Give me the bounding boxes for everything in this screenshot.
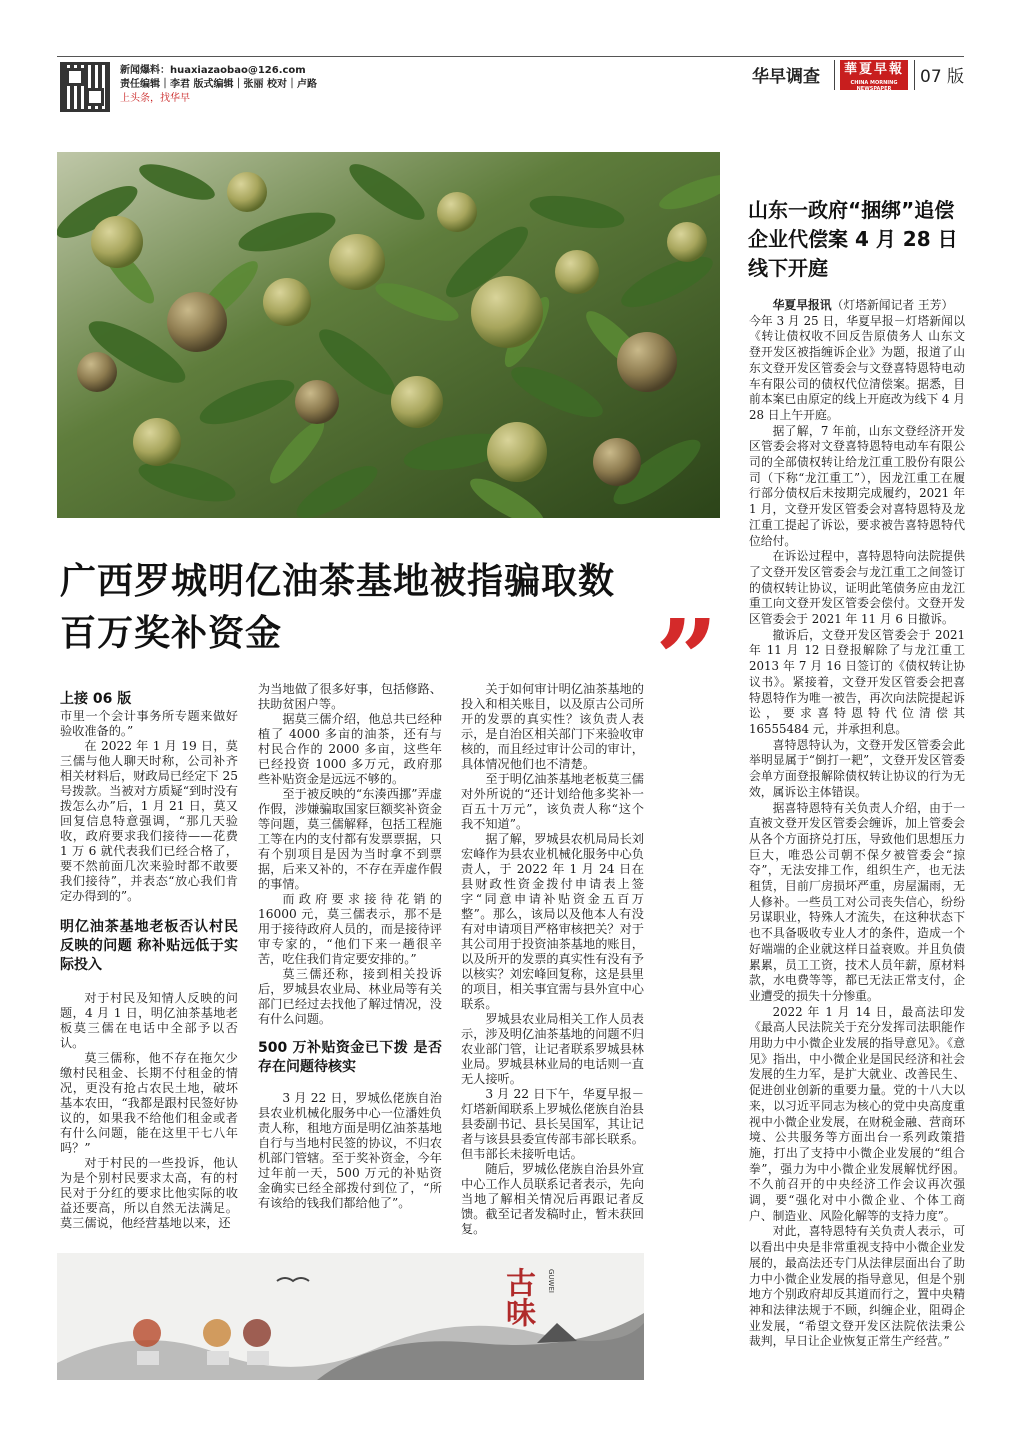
camellia-fruit-photo [57, 152, 720, 518]
paragraph: 据了解，罗城县农机局局长刘宏峰作为县农业机械化服务中心负责人，于 2022 年 1 月 24 日在县财政性资金拨付申请表上签字“同意申请补贴资金五百万整”。那么，该局以及他本人有没有对申请项目严格审核把关？对于其公司用于投资油茶基地的账目，以及所开的发票的真实性有没有予以核实？刘宏峰回复称，这是县里的项目，相关事宜需与县外宣中心联系。 [461, 832, 644, 1011]
byline-paragraph [749, 298, 965, 314]
paragraph: 罗城县农业局相关工作人员表示，涉及明亿油茶基地的问题不归农业部门管，让记者联系罗城县林业局。罗城县林业局的电话则一直无人接听。 [461, 1012, 644, 1086]
byline-reporter: （灯塔新闻记者 王芳） [831, 298, 954, 312]
paragraph: 在 2022 年 1 月 19 日，莫三儒与他人聊天时称，公司补齐相关材料后，财政局已经定下 25 号拨款。当被对方质疑“到时没有拨怎么办”后，1 月 21 日，莫又回复信息特意强调，“那几天验收，政府要求我们接待——花费 1 万 6 就代表我们已经合格了，要不然前面几次来验时都不敢要我们接待”，并表态“放心我们肯定办得到的”。 [60, 739, 238, 903]
paragraph: 至于明亿油茶基地老板莫三儒对外所说的“还计划给他多奖补一百五十万元”，该负责人称“这个我不知道”。 [461, 772, 644, 831]
paragraph: 对此，喜特恩特有关负责人表示，可以看出中央是非常重视支持中小微企业发展的，最高法还专门从法律层面出台了助力中小微企业发展的指导意见，但是个别地方个别政府却反其道而行之，置中央精神和法律法规于不顾，纠缠企业，阻碍企业发展，“希望文登开发区法院依法秉公裁判，早日让企业恢复正常生产经营。” [749, 1224, 965, 1349]
subheading: 500 万补贴资金已下拨 是否存在问题待核实 [258, 1040, 442, 1075]
divider [834, 60, 835, 90]
advertisement-banner[interactable] [57, 1253, 644, 1380]
paragraph: 今年 3 月 25 日，华夏早报－灯塔新闻以《转让债权收不回反告原债务人 山东文登开发区被指缠诉企业》为题，报道了山东文登开发区管委会与文登喜特恩特电动车有限公司的债权代位清偿案。据悉，目前本案已由原定的线上开庭改为线下 4 月 28 日上午开庭。 [749, 313, 965, 422]
continued-from: 上接 06 版 [60, 691, 132, 707]
subheading: 明亿油茶基地老板否认村民反映的问题 称补贴远低于实际投入 [60, 919, 238, 973]
camellia-fruit-illustration [57, 152, 720, 518]
ad-tagline: GUWEI [547, 1269, 555, 1293]
paragraph: 对于村民及知情人反映的问题，4 月 1 日，明亿油茶基地老板莫三儒在电话中全部予以否认。 [60, 991, 238, 1050]
divider [914, 60, 915, 90]
side-article-column [749, 298, 965, 1350]
header-rule [57, 56, 964, 57]
paragraph: 市里一个会计事务所专题来做好验收准备的。” [60, 709, 238, 738]
paragraph: 据莫三儒介绍，他总共已经种植了 4000 多亩的油茶，还有与村民合作的 2000 多亩，这些年已经投资 1000 多万元，政府那些补贴资金是远远不够的。 [258, 712, 442, 786]
article-column-3 [461, 682, 644, 1237]
paragraph: 莫三儒称，他不存在拖欠少缴村民租金、长期不付租金的情况，更没有抢占农民土地，破坏基本农田，“我都是跟村民签好协议的，如果我不给他们租金或者有什么问题，能在这里干七八年吗？” [60, 1051, 238, 1155]
paragraph: 为当地做了很多好事，包括修路、扶助贫困户等。 [258, 682, 442, 711]
paragraph: 在诉讼过程中，喜特恩特向法院提供了文登开发区管委会与龙江重工之间签订的债权转让协议，证明此笔债务应由龙江重工向文登开发区管委会偿付。文登开发区管委会于 2021 年 11 月 6 日撤诉。 [749, 549, 965, 627]
article-column-1 [60, 690, 238, 1231]
paragraph: 3 月 22 日，罗城仫佬族自治县农业机械化服务中心一位潘姓负责人称，租地方面是明亿油茶基地自行与当地村民签的协议，不归农机部门管辖。至于奖补资金，今年过年前一天，500 万元的补贴资金确实已经全部拨付到位了，“所有该给的钱我们都给他了”。 [258, 1091, 442, 1210]
qr-code[interactable] [60, 62, 110, 112]
paragraph: 撤诉后，文登开发区管委会于 2021 年 11 月 12 日登报解除了与龙江重工 2013 年 7 月 16 日签订的《债权转让协议书》。紧接着，文登开发区管委会把喜特恩特作为唯一被告，再次向法院提起诉讼，要求喜特恩特代位清偿其 16555484 元，并承担利息。 [749, 627, 965, 736]
paragraph: 喜特恩特认为，文登开发区管委会此举明显属于“倒打一耙”，文登开发区管委会单方面登报解除债权转让协议的行为无效，属诉讼主体错误。 [749, 737, 965, 799]
masthead-meta [120, 64, 317, 106]
quote-mark-decoration: ” [655, 595, 719, 724]
paragraph: 据喜特恩特有关负责人介绍，由于一直被文登开发区管委会缠诉，加上管委会从各个方面挤兑打压，导致他们思想压力巨大，唯恐公司朝不保夕被管委会“掠夺”，无法安排工作，组织生产，也无法租赁，目前厂房损坏严重，房屋漏雨，无人修补。一些员工对公司丧失信心，纷纷另谋职业，特殊人才流失，在这种状态下也不具备吸收专业人才的条件，造成一个好端端的企业就这样日益衰败。并且负债累累，员工工资，技术人员年薪，原材料款，水电费等等，都已无法正常支付，企业遭受的损失十分惨重。 [749, 800, 965, 1003]
page-number: 07 版 [920, 67, 965, 87]
paragraph: 至于被反映的“东湊西挪”弄虚作假，涉嫌骗取国家巨额奖补资金等问题，莫三儒解释，包括工程施工等在内的支付都有发票票据，只有个别项目是因为当时拿不到票据，后来又补的，不存在弄虚作假的事情。 [258, 787, 442, 891]
side-headline: 山东一政府“捆绑”追偿企业代偿案 4 月 28 日线下开庭 [748, 198, 958, 280]
newspaper-logo [840, 60, 908, 90]
paragraph: 而政府要求接待花销的 16000 元，莫三儒表示，那不是用于接待政府人员的，而是接待评审专家的，“他们下来一趟很辛苦，吃住我们肯定要安排的。” [258, 892, 442, 966]
main-headline [60, 556, 700, 660]
paragraph: 对于村民的一些投诉，他认为是个别村民要求太高，有的村民对于分红的要求比他实际的收益还要高，所以自然无法满足。莫三儒说，他经营基地以来，还 [60, 1156, 238, 1230]
logo-subtext: CHINA MORNING NEWSPAPER [850, 80, 898, 92]
hotline: 新闻爆料：huaxiazaobao@126.com [120, 65, 306, 76]
ad-title: 古味 [500, 1267, 535, 1327]
paragraph: 2022 年 1 月 14 日，最高法印发《最高人民法院关于充分发挥司法职能作用助力中小微企业发展的指导意见》。《意见》指出，中小微企业是国民经济和社会发展的生力军，是扩大就业、改善民生、促进创业创新的重要力量。党的十八大以来，以习近平同志为核心的党中央高度重视中小微企业发展，在财税金融、营商环境、公共服务等方面出台一系列政策措施，打出了支持中小微企业发展的“组合拳”，强力为中小微企业发展解忧纾困。不久前召开的中央经济工作会议再次强调，要“强化对中小微企业、个体工商户、制造业、风险化解等的支持力度”。 [749, 1004, 965, 1223]
section-title: 华早调查 [752, 67, 820, 87]
byline: 华夏早报讯 [772, 298, 832, 312]
paragraph: 莫三儒还称，接到相关投诉后，罗城县农业局、林业局等有关部门已经过去找他了解过情况，没有什么问题。 [258, 967, 442, 1026]
article-column-2 [258, 682, 442, 1211]
paragraph: 3 月 22 日下午，华夏早报－灯塔新闻联系上罗城仫佬族自治县县委副书记、县长吴国军，其让记者与该县县委宣传部韦部长联系。但韦部长未接听电话。 [461, 1087, 644, 1161]
logo-text: 華夏早報 [843, 62, 904, 77]
headline-line: 广西罗城明亿油茶基地被指骗取数 [60, 561, 616, 602]
headline-line: 百万奖补资金 [60, 613, 283, 654]
slogan: 上头条，找华早 [120, 93, 190, 104]
ad-landscape-illustration [57, 1253, 644, 1380]
paragraph: 关于如何审计明亿油茶基地的投入和相关账目，以及原古公司所开的发票的真实性？该负责人表示，是自治区相关部门下来验收审核的，而且经过审计公司的审计，具体情况他们也不清楚。 [461, 682, 644, 771]
paragraph: 据了解，7 年前，山东文登经济开发区管委会将对文登喜特恩特电动车有限公司的全部债权转让给龙江重工股份有限公司（下称“龙江重工”），因龙江重工在履行部分债权后未按期完成履约，2021 年 1 月，文登开发区管委会对喜特恩特及龙江重工提起了诉讼，要求被告喜特恩特代位给付。 [749, 423, 965, 548]
paragraph: 随后，罗城仫佬族自治县外宣中心工作人员联系记者表示，先向当地了解相关情况后再跟记者反馈。截至记者发稿时止，暂未获回复。 [461, 1162, 644, 1236]
editors: 责任编辑｜李君 版式编辑｜张丽 校对｜卢路 [120, 79, 317, 90]
